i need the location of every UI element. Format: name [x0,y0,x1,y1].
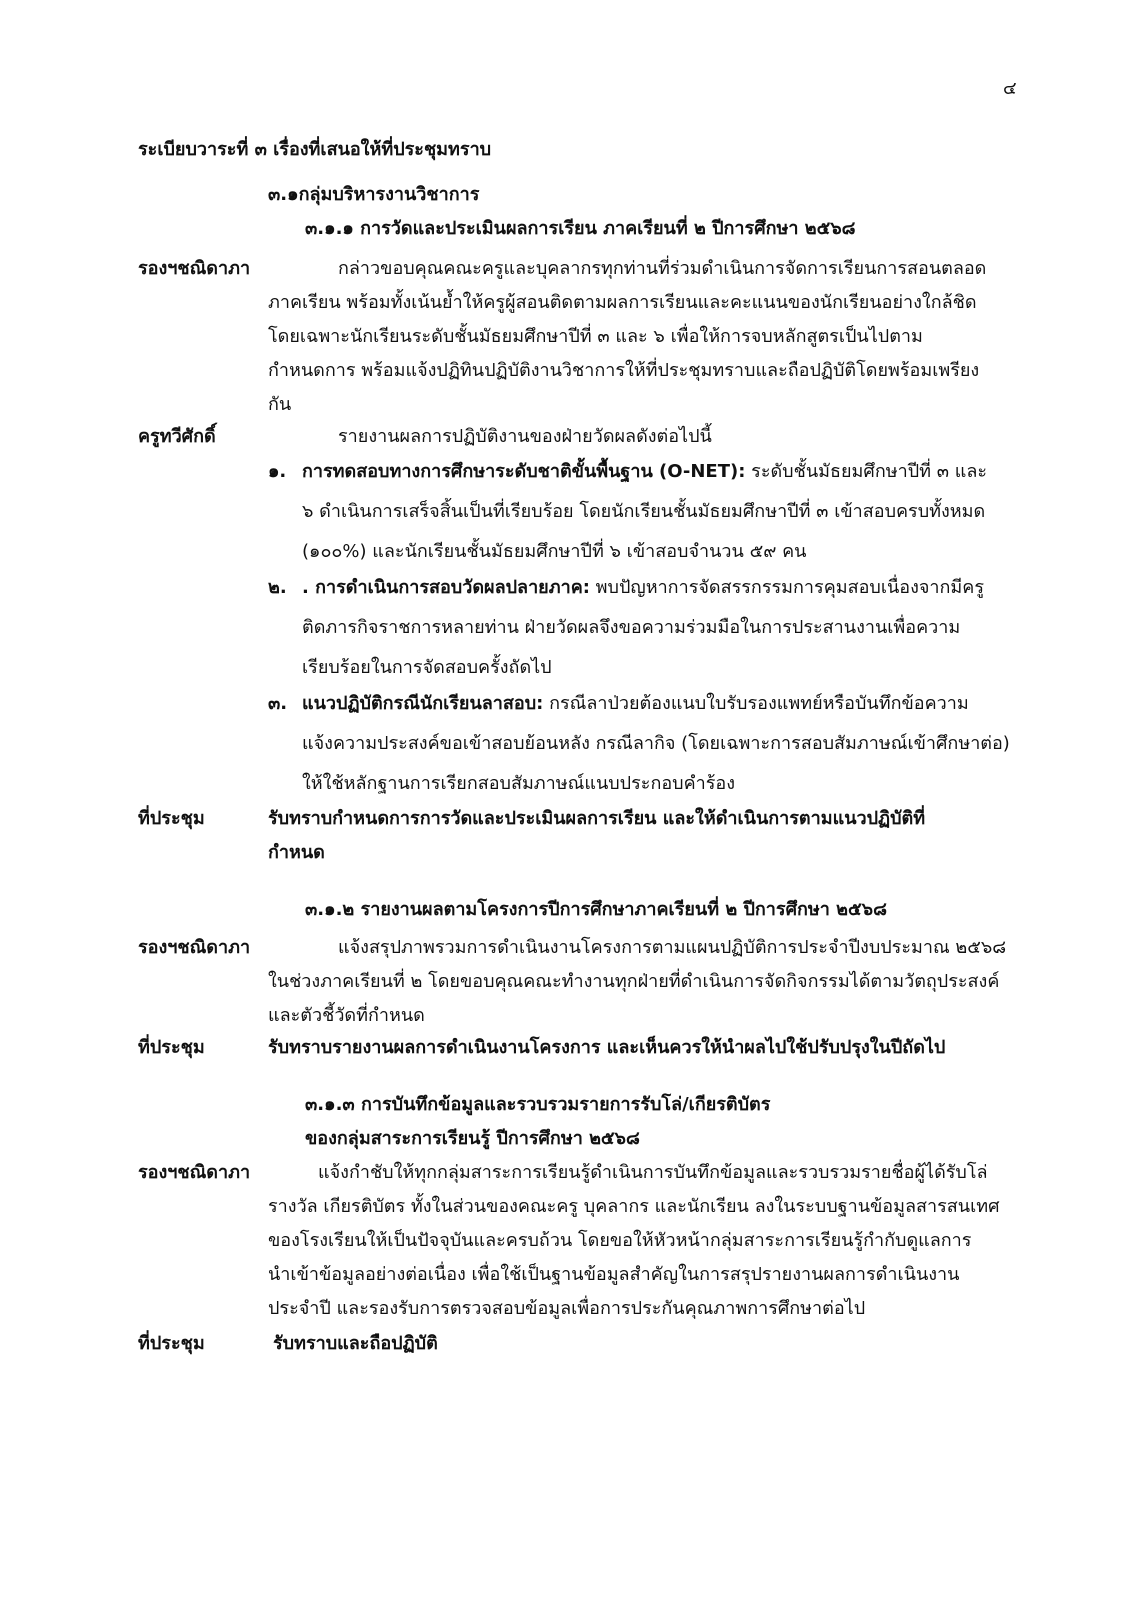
list-item-heading: . การดำเนินการสอบวัดผลปลายภาค: [302,577,590,598]
list-item-heading: การทดสอบทางการศึกษาระดับชาติขั้นพื้นฐาน (O-NET): [302,461,746,482]
section-title-3-1-3: ๓.๑.๓ การบันทึกข้อมูลและรวบรวมรายการรับโล่/เกียรติบัตร ของกลุ่มสาระการเรียนรู้ ปีการศึกษา ๒๕๖๘ [305,1094,771,1149]
list-item-text: พบปัญหาการจัดสรรกรรมการคุมสอบเนื่องจากมีครู [589,577,985,598]
group-title: ๓.๑กลุ่มบริหารงานวิชาการ [268,184,480,205]
meeting-resolution: รับทราบรายงานผลการดำเนินงานโครงการ และเห็นควรให้นำผลไปใช้ปรับปรุงในปีถัดไป [268,1037,946,1058]
meeting-resolution: รับทราบและถือปฏิบัติ [273,1333,438,1354]
section-title-3-1-1: ๓.๑.๑ การวัดและประเมินผลการเรียน ภาคเรียนที่ ๒ ปีการศึกษา ๒๕๖๘ [305,218,856,239]
page-number: ๔ [1003,78,1017,99]
statement-line: โดยเฉพาะนักเรียนระดับชั้นมัธยมศึกษาปีที่ ๓ และ ๖ เพื่อให้การจบหลักสูตรเป็นไปตาม [268,326,923,347]
meeting-label: ที่ประชุม [138,808,205,829]
list-item-text: แจ้งความประสงค์ขอเข้าสอบย้อนหลัง กรณีลากิจ (โดยเฉพาะการสอบสัมภาษณ์เข้าศึกษาต่อ) [302,733,1010,754]
list-item-text: ให้ใช้หลักฐานการเรียกสอบสัมภาษณ์แนบประกอบคำร้อง [302,773,735,794]
list-item-number: ๒. [268,577,287,598]
statement-line: กำหนดการ พร้อมแจ้งปฏิทินปฏิบัติงานวิชาการให้ที่ประชุมทราบและถือปฏิบัติโดยพร้อมเพรียง [268,360,980,381]
list-item-text: ติดภารกิจราชการหลายท่าน ฝ่ายวัดผลจึงขอความร่วมมือในการประสานงานเพื่อความ [302,617,961,638]
section-title-3-1-2: ๓.๑.๒ รายงานผลตามโครงการปีการศึกษาภาคเรียนที่ ๒ ปีการศึกษา ๒๕๖๘ [305,899,887,920]
meeting-label: ที่ประชุม [138,1333,205,1354]
statement-line: ภาคเรียน พร้อมทั้งเน้นย้ำให้ครูผู้สอนติดตามผลการเรียนและคะแนนของนักเรียนอย่างใกล้ชิด [268,292,977,313]
statement-line: แจ้งกำชับให้ทุกกลุ่มสาระการเรียนรู้ดำเนินการบันทึกข้อมูลและรวบรวมรายชื่อผู้ได้รับโล่ [318,1162,988,1183]
list-item-text: ระดับชั้นมัธยมศึกษาปีที่ ๓ และ [745,461,988,482]
speaker-label: รองฯชณิดาภา [138,937,251,958]
speaker-statement: รายงานผลการปฏิบัติงานของฝ่ายวัดผลดังต่อไปนี้ [338,426,712,447]
list-item-text: (๑๐๐%) และนักเรียนชั้นมัธยมศึกษาปีที่ ๖ เข้าสอบจำนวน ๕๙ คน [302,541,807,562]
statement-line: ประจำปี และรองรับการตรวจสอบข้อมูลเพื่อการประกันคุณภาพการศึกษาต่อไป [268,1298,866,1319]
statement-line: ในช่วงภาคเรียนที่ ๒ โดยขอบคุณคณะทำงานทุกฝ่ายที่ดำเนินการจัดกิจกรรมได้ตามวัตถุประสงค์ [268,971,1000,992]
list-item-text: ๖ ดำเนินการเสร็จสิ้นเป็นที่เรียบร้อย โดยนักเรียนชั้นมัธยมศึกษาปีที่ ๓ เข้าสอบครบทั้งหมด [302,501,986,522]
speaker-statement [268,252,1038,422]
speaker-statement [268,1156,1038,1326]
list-item-heading: แนวปฏิบัติกรณีนักเรียนลาสอบ: [302,693,544,714]
statement-line: รางวัล เกียรติบัตร ทั้งในส่วนของคณะครู บุคลากร และนักเรียน ลงในระบบฐานข้อมูลสารสนเทศ [268,1196,1000,1217]
agenda-title: ระเบียบวาระที่ ๓ เรื่องที่เสนอให้ที่ประชุมทราบ [138,139,492,160]
statement-line: นำเข้าข้อมูลอย่างต่อเนื่อง เพื่อใช้เป็นฐานข้อมูลสำคัญในการสรุปรายงานผลการดำเนินงาน [268,1264,960,1285]
speaker-label: ครูทวีศักดิ์ [138,426,216,447]
statement-line: ของโรงเรียนให้เป็นปัจจุบันและครบถ้วน โดยขอให้หัวหน้ากลุ่มสาระการเรียนรู้กำกับดูแลการ [268,1230,972,1251]
speaker-statement [268,931,1038,1033]
list-item-text: เรียบร้อยในการจัดสอบครั้งถัดไป [302,657,552,678]
list-item-number: ๑. [268,461,287,482]
statement-line: กล่าวขอบคุณคณะครูและบุคลากรทุกท่านที่ร่วมดำเนินการจัดการเรียนการสอนตลอด [338,258,987,279]
statement-line: แจ้งสรุปภาพรวมการดำเนินงานโครงการตามแผนปฏิบัติการประจำปีงบประมาณ ๒๕๖๘ [338,937,1007,958]
list-item-number: ๓. [268,693,288,714]
list-item [268,684,1038,804]
list-item-text: กรณีลาป่วยต้องแนบใบรับรองแพทย์หรือบันทึกข้อความ [543,693,969,714]
speaker-label: รองฯชณิดาภา [138,258,251,279]
list-item [268,568,1038,688]
speaker-label: รองฯชณิดาภา [138,1162,251,1183]
statement-line: กัน [268,394,292,415]
statement-line: และตัวชี้วัดที่กำหนด [268,1005,425,1026]
meeting-label: ที่ประชุม [138,1037,205,1058]
meeting-resolution: รับทราบกำหนดการการวัดและประเมินผลการเรียน และให้ดำเนินการตามแนวปฏิบัติที่ กำหนด [268,808,926,863]
list-item [268,452,1038,572]
